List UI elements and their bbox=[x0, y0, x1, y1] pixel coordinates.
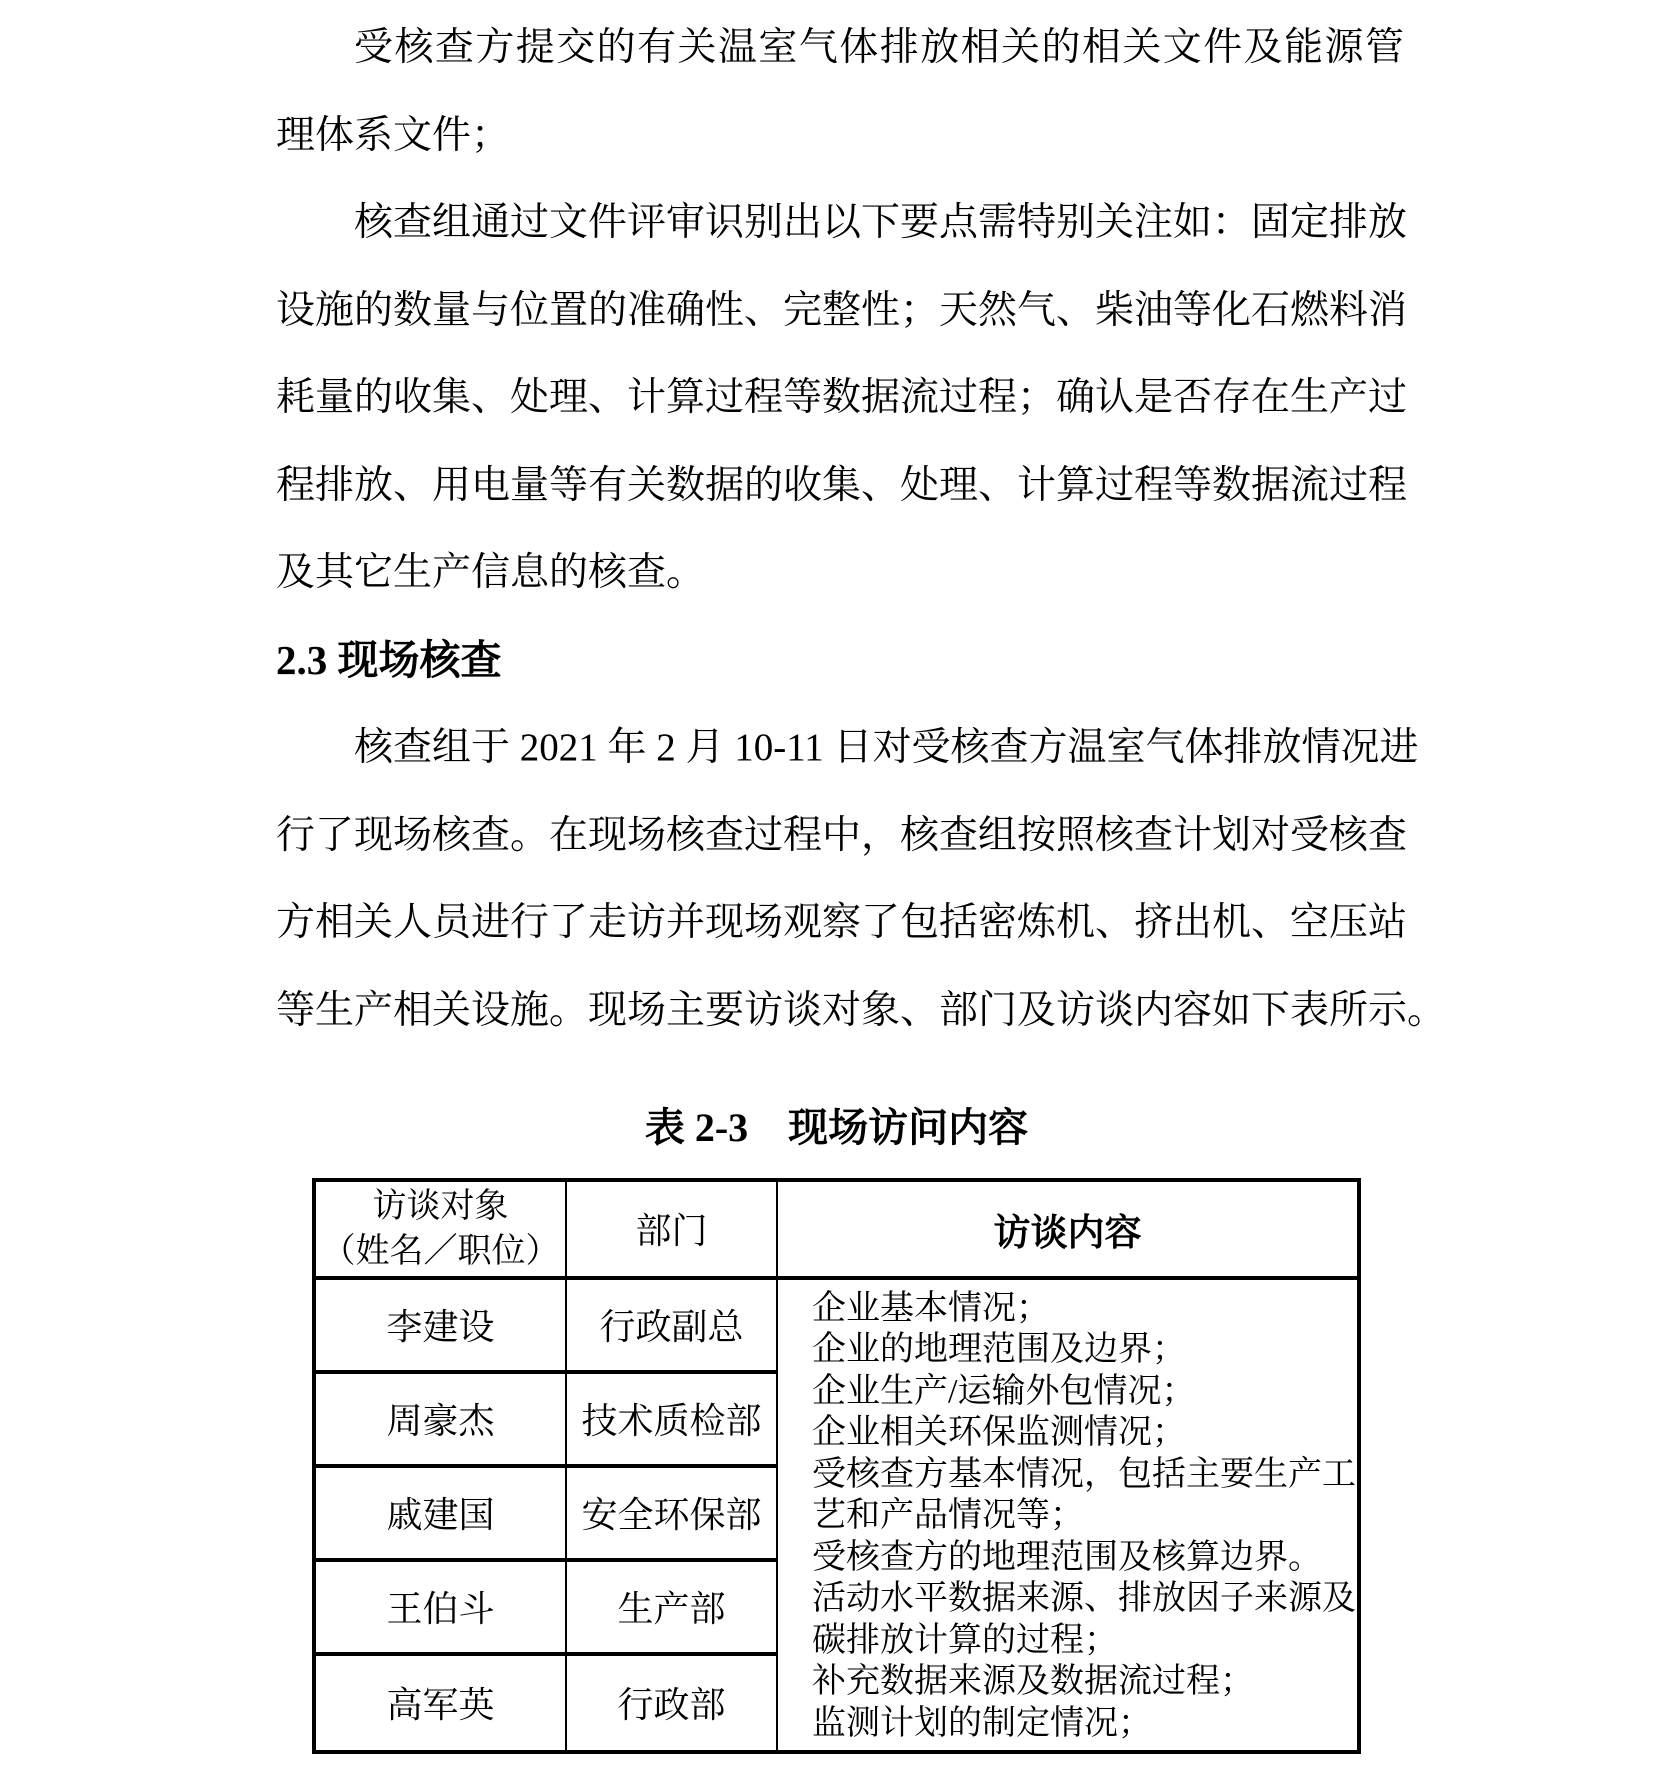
text-line: 受核查方提交的有关温室气体排放相关的相关文件及能源管 bbox=[354, 26, 1404, 69]
paragraph-3 bbox=[276, 704, 1447, 1054]
interview-content-line: 碳排放计算的过程； bbox=[812, 1621, 1118, 1659]
interview-content-line: 企业生产/运输外包情况； bbox=[812, 1372, 1196, 1410]
header-interviewee bbox=[316, 1182, 567, 1280]
header-interviewee-line1: 访谈对象 bbox=[372, 1187, 509, 1225]
text-line: 方相关人员进行了走访并现场观察了包括密炼机、挤出机、空压站 bbox=[276, 901, 1408, 944]
interview-content-line: 活动水平数据来源、排放因子来源及 bbox=[812, 1580, 1356, 1617]
interview-content-cell bbox=[778, 1280, 1357, 1750]
department-cell: 生产部 bbox=[567, 1562, 778, 1656]
interview-content-line: 补充数据来源及数据流过程； bbox=[812, 1663, 1254, 1700]
table-caption: 表 2-3 现场访问内容 bbox=[644, 1105, 1029, 1150]
interview-content-line: 受核查方基本情况，包括主要生产工 bbox=[812, 1455, 1356, 1493]
header-interview-content: 访谈内容 bbox=[778, 1182, 1357, 1280]
section-heading: 2.3 现场核查 bbox=[276, 636, 502, 683]
text-line: 核查组于 2021 年 2 月 10-11 日对受核查方温室气体排放情况进 bbox=[354, 726, 1419, 769]
paragraph-1 bbox=[276, 4, 1404, 179]
department-cell: 行政副总 bbox=[567, 1280, 778, 1374]
interview-content-line: 监测计划的制定情况； bbox=[812, 1704, 1152, 1742]
interviewee-name-cell: 高军英 bbox=[316, 1656, 567, 1750]
text-line: 等生产相关设施。现场主要访谈对象、部门及访谈内容如下表所示。 bbox=[276, 988, 1447, 1032]
department-cell: 行政部 bbox=[567, 1656, 778, 1750]
interviewee-name-cell: 李建设 bbox=[316, 1280, 567, 1374]
text-line: 程排放、用电量等有关数据的收集、处理、计算过程等数据流过程 bbox=[276, 463, 1408, 507]
interview-content-line: 企业相关环保监测情况； bbox=[812, 1414, 1186, 1451]
text-line: 核查组通过文件评审识别出以下要点需特别关注如：固定排放 bbox=[354, 201, 1408, 244]
interviewee-name-cell: 戚建国 bbox=[316, 1468, 567, 1562]
department-cell: 安全环保部 bbox=[567, 1468, 778, 1562]
paragraph-2 bbox=[276, 179, 1408, 617]
interviewee-name-cell: 王伯斗 bbox=[316, 1562, 567, 1656]
header-interviewee-line2: （姓名／职位） bbox=[321, 1232, 560, 1270]
interview-content-line: 企业的地理范围及边界； bbox=[812, 1331, 1186, 1368]
interview-content-line: 企业基本情况； bbox=[812, 1289, 1050, 1327]
header-department: 部门 bbox=[567, 1182, 778, 1280]
text-line: 及其它生产信息的核查。 bbox=[276, 551, 706, 594]
department-cell: 技术质检部 bbox=[567, 1374, 778, 1468]
text-line: 行了现场核查。在现场核查过程中，核查组按照核查计划对受核查 bbox=[276, 813, 1408, 857]
interview-content-line: 艺和产品情况等； bbox=[812, 1497, 1084, 1534]
interview-content-line: 受核查方的地理范围及核算边界。 bbox=[812, 1538, 1322, 1576]
text-line: 理体系文件； bbox=[276, 113, 511, 157]
interviewee-name-cell: 周豪杰 bbox=[316, 1374, 567, 1468]
text-line: 耗量的收集、处理、计算过程等数据流过程；确认是否存在生产过 bbox=[276, 376, 1408, 419]
text-line: 设施的数量与位置的准确性、完整性；天然气、柴油等化石燃料消 bbox=[276, 288, 1408, 332]
interview-table bbox=[312, 1178, 1361, 1754]
